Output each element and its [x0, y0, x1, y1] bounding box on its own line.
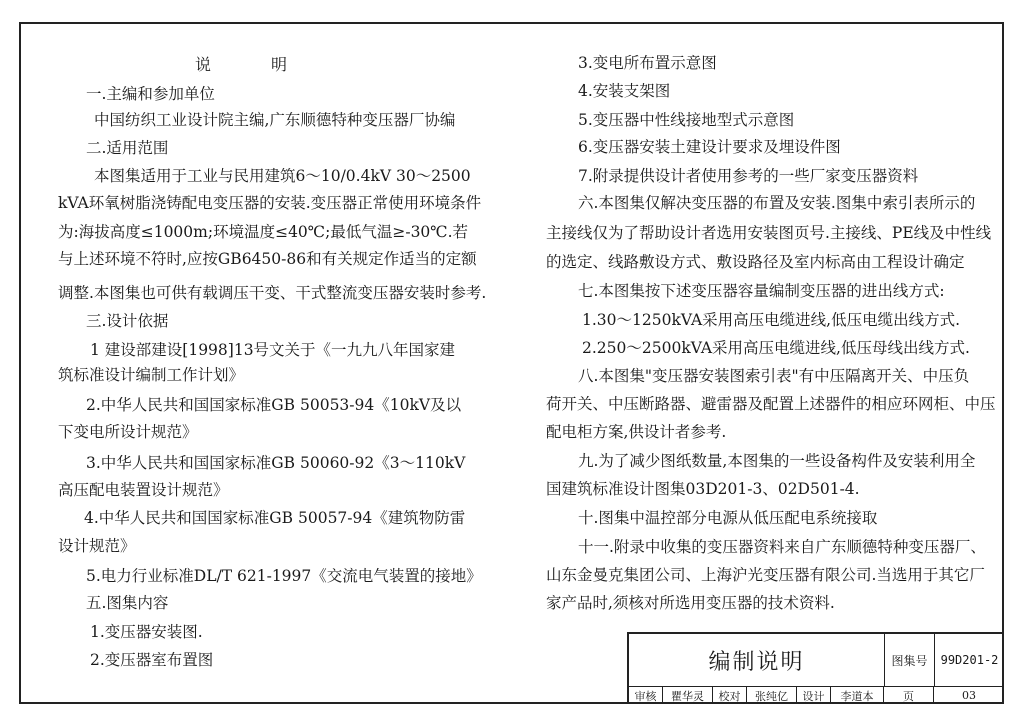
- check-label: 校对: [713, 687, 747, 704]
- section-heading: 六.本图集仅解决变压器的布置及安装.图集中索引表所示的: [578, 194, 976, 212]
- text-line: 5.电力行业标准DL/T 621-1997《交流电气装置的接地》: [86, 567, 482, 585]
- text-line: 2.250～2500kVA采用高压电缆进线,低压母线出线方式.: [582, 339, 970, 357]
- section-heading: 八.本图集"变压器安装图索引表"有中压隔离开关、中压负: [578, 367, 970, 385]
- section-heading: 三.设计依据: [86, 312, 169, 330]
- text-line: 6.变压器安装土建设计要求及埋设件图: [578, 138, 841, 156]
- text-line: 中国纺织工业设计院主编,广东顺德特种变压器厂协编: [94, 111, 456, 129]
- title-block-top-row: [629, 634, 1004, 687]
- text-line: 1.30～1250kVA采用高压电缆进线,低压电缆出线方式.: [582, 311, 961, 329]
- text-line: 3.变电所布置示意图: [578, 54, 717, 72]
- text-line: 2.变压器室布置图: [90, 651, 214, 669]
- section-heading: 九.为了减少图纸数量,本图集的一些设备构件及安装利用全: [578, 452, 976, 470]
- text-line: 2.中华人民共和国国家标准GB 50053-94《10kV及以: [86, 396, 462, 414]
- text-line: 的选定、线路敷设方式、敷设路径及室内标高由工程设计确定: [546, 253, 965, 271]
- section-heading: 十一.附录中收集的变压器资料来自广东顺德特种变压器厂、: [578, 538, 986, 556]
- section-heading: 一.主编和参加单位: [86, 85, 215, 103]
- text-line: 配电柜方案,供设计者参考.: [546, 423, 727, 441]
- text-line: 荷开关、中压断路器、避雷器及配置上述器件的相应环网柜、中压: [546, 395, 996, 413]
- text-line: 山东金曼克集团公司、上海沪光变压器有限公司.当选用于其它厂: [546, 566, 985, 584]
- text-line: 设计规范》: [58, 537, 136, 555]
- section-heading: 十.图集中温控部分电源从低压配电系统接取: [578, 509, 878, 527]
- text-line: 与上述环境不符时,应按GB6450-86和有关规定作适当的定额: [58, 250, 477, 268]
- design-label: 设计: [797, 687, 831, 704]
- section-heading: 二.适用范围: [86, 139, 169, 157]
- text-line: 调整.本图集也可供有载调压干变、干式整流变压器安装时参考.: [58, 284, 487, 302]
- page-label: 页: [884, 687, 934, 704]
- checker-name: 张纯亿: [747, 687, 797, 704]
- text-line: 7.附录提供设计者使用参考的一些厂家变压器资料: [578, 167, 919, 185]
- review-label: 审核: [629, 687, 663, 704]
- text-line: 为:海拔高度≤1000m;环境温度≤40℃;最低气温≥-30℃.若: [58, 223, 469, 241]
- section-heading: 七.本图集按下述变压器容量编制变压器的进出线方式:: [578, 282, 945, 300]
- text-line: 3.中华人民共和国国家标准GB 50060-92《3～110kV: [86, 454, 466, 472]
- reviewer-name: 瞿华灵: [663, 687, 713, 704]
- text-line: 5.变压器中性线接地型式示意图: [578, 111, 795, 129]
- text-line: 1.变压器安装图.: [90, 623, 203, 641]
- text-line: kVA环氧树脂浇铸配电变压器的安装.变压器正常使用环境条件: [58, 194, 482, 212]
- title-block: [627, 632, 1004, 704]
- title-block-signature-row: [629, 687, 1004, 704]
- text-line: 高压配电装置设计规范》: [58, 481, 229, 499]
- text-line: 国建筑标准设计图集03D201-3、02D501-4.: [546, 480, 860, 498]
- text-line: 主接线仅为了帮助设计者选用安装图页号.主接线、PE线及中性线: [546, 224, 992, 242]
- page-title: 说明: [195, 55, 348, 74]
- text-line: 4.安装支架图: [578, 82, 671, 100]
- page-number: 03: [962, 689, 976, 702]
- text-line: 家产品时,须核对所选用变压器的技术资料.: [546, 594, 835, 612]
- designer-name: 李道本: [831, 687, 884, 704]
- set-number-label: 图集号: [885, 634, 935, 686]
- set-number: 99D201-2: [940, 653, 999, 667]
- text-line: 1 建设部建设[1998]13号文关于《一九九八年国家建: [90, 341, 456, 359]
- text-line: 4.中华人民共和国国家标准GB 50057-94《建筑物防雷: [84, 509, 466, 527]
- text-line: 筑标准设计编制工作计划》: [58, 366, 245, 384]
- text-line: 本图集适用于工业与民用建筑6～10/0.4kV 30～2500: [94, 167, 471, 185]
- sheet-name: 编制说明: [629, 634, 885, 686]
- section-heading: 五.图集内容: [86, 594, 169, 612]
- text-line: 下变电所设计规范》: [58, 423, 198, 441]
